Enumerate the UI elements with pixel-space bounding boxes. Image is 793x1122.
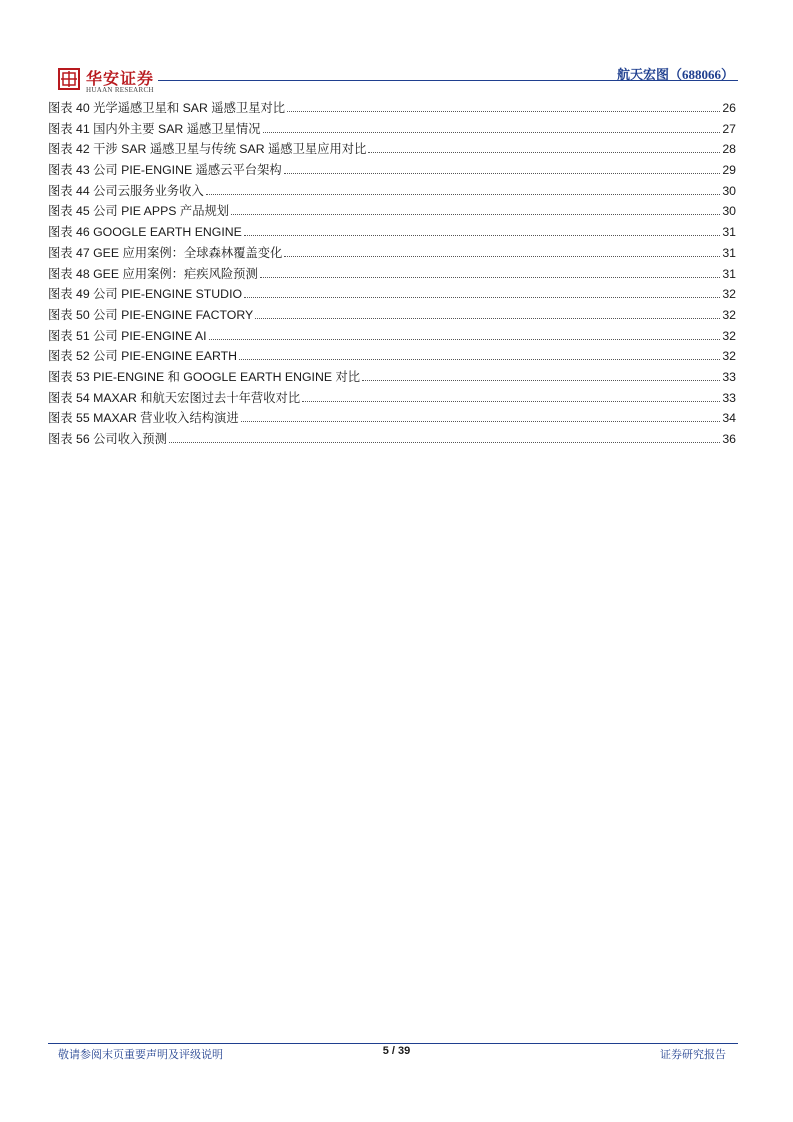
toc-entry[interactable] <box>48 181 736 202</box>
toc-dot-leader <box>241 421 721 422</box>
toc-dot-leader <box>260 277 721 278</box>
toc-entry[interactable] <box>48 367 736 388</box>
footer-report-type: 证券研究报告 <box>660 1049 726 1061</box>
toc-entry-label: 图表 50 公司 PIE-ENGINE FACTORY <box>48 307 254 322</box>
footer-disclaimer: 敬请参阅末页重要声明及评级说明 <box>58 1049 223 1061</box>
toc-entry-label: 图表 51 公司 PIE-ENGINE AI <box>48 328 207 343</box>
toc-entry-page: 32 <box>722 349 736 364</box>
toc-entry[interactable] <box>48 139 736 160</box>
toc-entry[interactable] <box>48 326 736 347</box>
footer-divider <box>48 1043 738 1044</box>
toc-entry-label: 图表 47 GEE 应用案例：全球森林覆盖变化 <box>48 245 283 260</box>
toc-dot-leader <box>244 297 720 298</box>
toc-entry[interactable] <box>48 98 736 119</box>
toc-dot-leader <box>284 256 720 257</box>
toc-dot-leader <box>287 111 720 112</box>
toc-entry-label: 图表 40 光学遥感卫星和 SAR 遥感卫星对比 <box>48 101 286 115</box>
toc-entry[interactable] <box>48 346 736 367</box>
toc-entry-page: 28 <box>722 142 736 157</box>
toc-entry-label: 图表 54 MAXAR 和航天宏图过去十年营收对比 <box>48 390 301 405</box>
toc-dot-leader <box>362 380 720 381</box>
toc-dot-leader <box>368 152 720 153</box>
toc-entry-page: 27 <box>722 121 736 136</box>
toc-entry-page: 33 <box>722 390 736 405</box>
toc-entry[interactable] <box>48 160 736 181</box>
toc-entry-label: 图表 49 公司 PIE-ENGINE STUDIO <box>48 287 243 302</box>
toc-entry[interactable] <box>48 222 736 243</box>
toc-entry-page: 32 <box>722 307 736 322</box>
figure-index-list <box>48 98 736 450</box>
report-title: 航天宏图（688066） <box>616 67 734 82</box>
toc-entry-page: 31 <box>722 225 736 240</box>
toc-entry-page: 30 <box>722 183 736 198</box>
toc-entry-page: 36 <box>722 432 736 446</box>
toc-entry-label: 图表 45 公司 PIE APPS 产品规划 <box>48 204 230 219</box>
toc-entry[interactable] <box>48 119 736 140</box>
toc-entry-label: 图表 46 GOOGLE EARTH ENGINE <box>48 225 242 240</box>
toc-entry-page: 30 <box>722 204 736 219</box>
toc-dot-leader <box>209 339 721 340</box>
toc-dot-leader <box>302 401 720 402</box>
toc-entry-page: 29 <box>722 163 736 178</box>
toc-entry-page: 31 <box>722 245 736 260</box>
huaan-seal-logo-icon <box>58 68 80 90</box>
page-number: 5 / 39 <box>382 1045 411 1057</box>
toc-entry-label: 图表 48 GEE 应用案例：疟疾风险预测 <box>48 266 258 281</box>
toc-entry[interactable] <box>48 408 736 429</box>
brand-name: 华安证券 <box>86 71 155 88</box>
toc-dot-leader <box>206 194 721 195</box>
toc-entry-page: 34 <box>722 411 736 426</box>
toc-entry-page: 32 <box>722 328 736 343</box>
toc-entry[interactable] <box>48 429 736 450</box>
toc-entry[interactable] <box>48 264 736 285</box>
toc-entry[interactable] <box>48 305 736 326</box>
toc-dot-leader <box>231 214 720 215</box>
toc-entry[interactable] <box>48 388 736 409</box>
toc-entry-page: 31 <box>722 266 736 281</box>
toc-entry[interactable] <box>48 284 736 305</box>
page-header <box>48 62 738 98</box>
toc-dot-leader <box>244 235 720 236</box>
toc-dot-leader <box>239 359 720 360</box>
toc-entry-page: 26 <box>722 101 736 115</box>
toc-entry-label: 图表 42 干涉 SAR 遥感卫星与传统 SAR 遥感卫星应用对比 <box>48 142 367 157</box>
brand-name-english: HUAAN RESEARCH <box>86 86 154 94</box>
toc-entry-page: 32 <box>722 287 736 302</box>
toc-dot-leader <box>284 173 721 174</box>
toc-entry-label: 图表 44 公司云服务业务收入 <box>48 183 204 198</box>
toc-entry-label: 图表 41 国内外主要 SAR 遥感卫星情况 <box>48 121 261 136</box>
toc-dot-leader <box>263 132 721 133</box>
toc-entry-page: 33 <box>722 369 736 384</box>
toc-entry-label: 图表 53 PIE-ENGINE 和 GOOGLE EARTH ENGINE 对比 <box>48 369 361 384</box>
toc-dot-leader <box>169 442 720 443</box>
toc-entry-label: 图表 56 公司收入预测 <box>48 432 167 446</box>
toc-entry-label: 图表 43 公司 PIE-ENGINE 遥感云平台架构 <box>48 163 282 178</box>
toc-entry-label: 图表 52 公司 PIE-ENGINE EARTH <box>48 349 238 364</box>
toc-dot-leader <box>255 318 720 319</box>
toc-entry[interactable] <box>48 201 736 222</box>
toc-entry[interactable] <box>48 243 736 264</box>
toc-entry-label: 图表 55 MAXAR 营业收入结构演进 <box>48 411 239 426</box>
